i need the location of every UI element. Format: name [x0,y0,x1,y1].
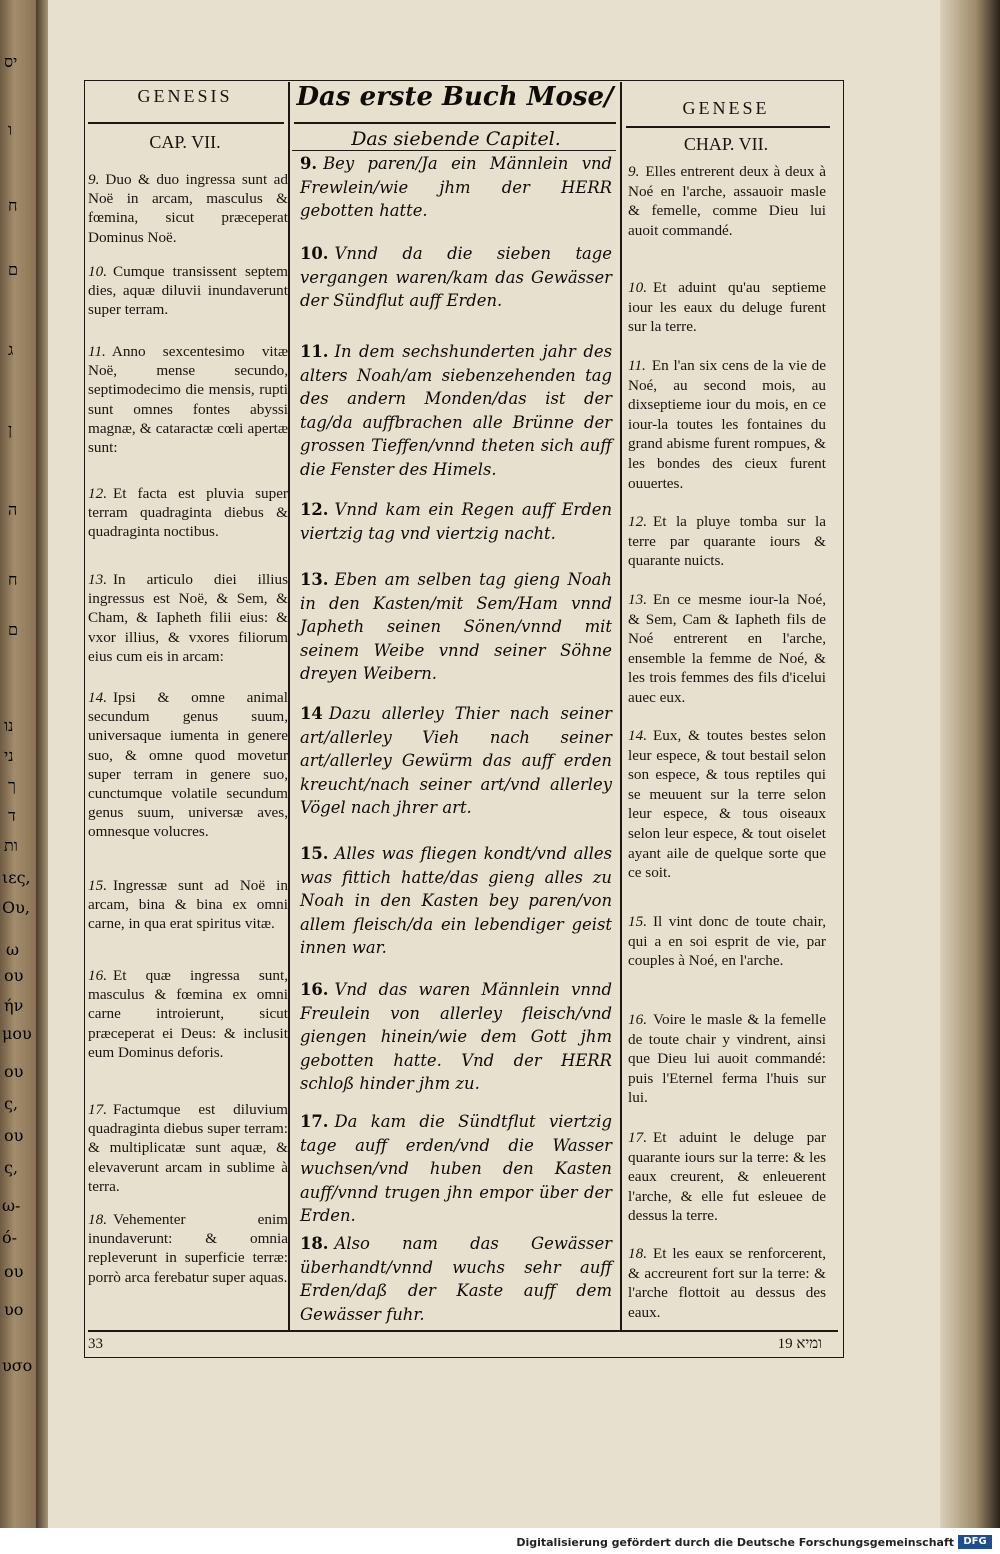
verse-text: Alles was fliegen kondt/vnd alles was fittich hatte/das gieng alles zu Noah in den Kasten bey paren/von allem fleisch/da ein lebendiger geist innen war. [300,844,612,957]
latin-verse [88,876,288,934]
verse-text: Elles entrerent deux à deux à Noé en l'arche, assauoir masle & femelle, comme Dieu lui auoit commandé. [628,163,826,239]
page-number-left: 33 [88,1336,103,1352]
verse-text: Et les eaux se renforcerent, & accreurent fort sur la terre: & l'arche flottoit au dessus des eaux. [628,1245,826,1321]
verse-number: 17. [300,1112,329,1131]
verse-number: 15. [88,877,107,894]
dfg-logo: DFG [958,1535,992,1549]
verse-text: Duo & duo ingressa sunt ad Noë in arcam, masculus & fœmina, sicut præceperat Dominus Noë. [88,171,288,246]
verse-text: Ingressæ sunt ad Noë in arcam, bina & bina ex omni carne, in qua erat spiritus vitæ. [88,877,288,933]
french-verse [628,590,826,708]
header-rule-center [294,122,616,124]
verse-text: Ipsi & omne animal secundum genus suum, universaque iumenta in genere suo, & omne quod movetur super terram in genere suo, cunctumque volatile secundum genus suum, universæ aves, omnesque volucres. [88,689,288,841]
verse-number: 14. [88,689,107,706]
margin-fragment: ς, [4,1094,19,1113]
margin-fragment: ח [8,570,18,589]
verse-text: Cumque transissent septem dies, aquæ diluvii inundaverunt super terram. [88,263,288,319]
margin-fragment: ך [8,776,16,795]
chapter-heading-latin: CAP. VII. [149,132,221,152]
verse-text: Et facta est pluvia super terram quadraginta diebus & quadraginta noctibus. [88,485,288,541]
verse-number: 14. [628,727,647,744]
german-verse [300,568,612,686]
verse-text: Vnnd da die sieben tage vergangen waren/kam das Gewässer der Sündflut auff Erden. [300,244,612,310]
verse-number: 18. [300,1234,329,1253]
verse-text: Dazu allerley Thier nach seiner art/allerley Vieh nach seiner art/allerley Gewürm das auff erden kreucht/nach seiner art/vnd allerley Vögel nach jhrer art. [300,704,612,817]
margin-fragment: ני [4,746,14,765]
german-verse [300,842,612,960]
verse-number: 16. [88,967,107,984]
verse-text: Also nam das Gewässer überhandt/vnnd wuchs sehr auff Erden/daß der Kaste auff dem Gewässer fuhr. [300,1234,612,1324]
verse-number: 12. [88,485,107,502]
margin-fragment: ήν [4,996,24,1015]
chapter-heading-french: CHAP. VII. [683,134,769,154]
verse-text: In articulo diei illius ingressus est Noë, & Sem, & Cham, & Iapheth filii eius: & vxor illius, & vxores filiorum eius cum eis in arcam: [88,571,288,665]
verse-number: 13. [628,591,647,608]
verse-text: Il vint donc de toute chair, qui a en soi esprit de vie, par couples à Noé, en l'arche. [628,913,826,970]
german-verse [300,340,612,481]
verse-number: 12. [628,513,647,530]
margin-fragment: υο [4,1300,24,1319]
french-verse [628,356,826,493]
french-verse [628,912,826,971]
verse-text: Factumque est diluvium quadraginta diebus super terram: & multiplicatæ sunt aquæ, & elevaverunt arcam in sublime à terra. [88,1101,288,1195]
verse-text: Eux, & toutes bestes selon leur espece, & tout bestail selon son espece, & tous reptiles qui se meuuent sur la terre selon leur espece, & tous oiseaux selon leur espece, & tout oiselet ayant aile de quelque sorte que ce soit. [628,727,826,882]
verse-text: Et quæ ingressa sunt, masculus & fœmina ex omni carne introierunt, sicut præceperat ei Deus: & inclusit eum Dominus deforis. [88,967,288,1061]
margin-fragment: ου [4,966,24,985]
verse-text: In dem sechshunderten jahr des alters Noah/am siebenzehenden tag des andern Monden/das ist der tag/da auffbrachen alle Brünne der grossen Tieffen/vnnd theten sich auff die Fenster des Himels. [300,342,612,479]
margin-fragment: ו [8,120,13,139]
french-verse [628,726,826,883]
german-verse [300,152,612,223]
column-divider-right [620,82,622,1332]
verse-number: 11. [628,357,646,374]
latin-verse [88,262,288,320]
verse-number: 18. [628,1245,647,1262]
chapter-heading-german: Das siebende Capitel. [351,128,561,150]
footer-rule [88,1330,838,1332]
verse-number: 17. [628,1129,647,1146]
margin-fragment: ό- [2,1228,18,1247]
verse-number: 10. [300,244,329,263]
margin-fragment: ου [4,1126,24,1145]
margin-fragment: ות [4,836,18,855]
latin-verse [88,342,288,457]
verse-number: 9. [300,154,318,173]
german-verse [300,1110,612,1228]
verse-number: 13. [88,571,107,588]
latin-verse [88,688,288,842]
verse-number: 10. [628,279,647,296]
running-head-german: Das erste Buch Mose/ [296,82,614,112]
verse-text: Anno sexcentesimo vitæ Noë, mense secundo, septimodecimo die mensis, rupti sunt omnes fontes abyssi magnæ, & cataractæ cœli apertæ sunt: [88,343,288,457]
french-verse [628,512,826,571]
verse-text: Et la pluye tomba sur la terre par quarante iours & quarante nuicts. [628,513,826,570]
margin-fragment: ω [6,940,20,959]
verse-number: 15. [628,913,647,930]
margin-fragment: ם [8,620,18,639]
german-verse [300,1232,612,1326]
german-verse [300,702,612,820]
latin-verse [88,1210,288,1287]
verse-text: Bey paren/Ja ein Männlein vnd Frewlein/wie jhm der HERR gebotten hatte. [300,154,612,220]
german-verse [300,242,612,313]
margin-fragment: Ου, [2,898,30,917]
margin-fragment: נו [4,716,14,735]
running-head-french: GENESE [682,98,770,118]
margin-fragment: ου [4,1262,24,1281]
verse-text: Vnnd kam ein Regen auff Erden viertzig tag vnd viertzig nacht. [300,500,612,543]
verse-text: Vehementer enim inundaverunt: & omnia repleverunt in superficie terræ: porrò arca ferebatur super aquas. [88,1211,288,1286]
margin-fragment: ן [8,420,13,439]
verse-text: Et aduint qu'au septieme iour les eaux du deluge furent sur la terre. [628,279,826,336]
french-verse [628,1244,826,1322]
digitization-credit: Digitalisierung gefördert durch die Deutsche Forschungsgemeinschaft [516,1536,954,1549]
margin-fragment: יס [4,52,18,71]
verse-number: 15. [300,844,329,863]
verse-number: 11. [88,343,106,360]
chapter-rule-center [292,150,616,151]
page-edge-shadow [940,0,1000,1554]
verse-number: 10. [88,263,107,280]
verse-text: Vnd das waren Männlein vnnd Freulein von allerley fleisch/vnd giengen hinein/wie dem Gott jhm gebotten hatte. Vnd der HERR schloß hinder jhm zu. [300,980,612,1093]
german-verse [300,978,612,1096]
verse-text: Eben am selben tag gieng Noah in den Kasten/mit Sem/Ham vnnd Japheth seinen Sönen/vnnd mit seinem Weibe vnnd seiner Söhne dreyen Weibern. [300,570,612,683]
verse-text: En l'an six cens de la vie de Noé, au second mois, au dixseptieme iour du mois, en ce iour-la toutes les fontaines du grand abisme furent rompues, & les bondes des cieux furent ouuertes. [628,357,826,492]
margin-fragment: υσο [2,1356,33,1375]
margin-fragment: ד [8,806,16,825]
running-head-latin: GENESIS [137,86,233,106]
french-verse [628,1010,826,1108]
verse-text: Da kam die Sündtflut viertzig tage auff erden/vnd die Wasser wuchsen/vnd huben den Kasten auff/vnnd trugen jhn empor über der Erden. [300,1112,612,1225]
verse-number: 13. [300,570,329,589]
verse-text: En ce mesme iour-la Noé, & Sem, Cam & Iapheth fils de Noé entrerent en l'arche, ensemble la femme de Noé, & les trois femmes des fils d'icelui auec eux. [628,591,826,706]
margin-fragment: ιες, [2,868,31,887]
french-verse [628,1128,826,1226]
verse-number: 17. [88,1101,107,1118]
margin-fragment: ου [4,1062,24,1081]
margin-fragment: ם [8,260,18,279]
latin-verse [88,484,288,542]
column-divider-left [288,82,290,1332]
latin-verse [88,170,288,247]
french-verse [628,278,826,337]
verse-number: 16. [628,1011,647,1028]
verse-number: 14 [300,704,323,723]
latin-verse [88,1100,288,1196]
verse-number: 12. [300,500,329,519]
verse-number: 11. [300,342,329,361]
margin-fragment: ג [8,340,14,359]
page-number-right: ומיא 19 [777,1336,822,1352]
margin-fragment: ה [8,500,18,519]
header-rule-left [88,122,284,124]
verse-number: 9. [88,171,100,188]
header-rule-right [626,126,830,128]
margin-fragment: ח [8,196,18,215]
latin-verse [88,570,288,666]
facing-page-edge [0,0,36,1554]
margin-fragment: μου [2,1024,32,1043]
verse-number: 16. [300,980,329,999]
french-verse [628,162,826,240]
verse-text: Voire le masle & la femelle de toute chair y vindrent, ainsi que Dieu lui auoit commandé: puis l'Eternel ferma l'huis sur lui. [628,1011,826,1107]
margin-fragment: ω- [2,1196,21,1215]
verse-number: 9. [628,163,640,180]
verse-number: 18. [88,1211,107,1228]
verse-text: Et aduint le deluge par quarante iours sur la terre: & les eaux creurent, & enleuerent l'arche, & elle fut esleuee de dessus la terre. [628,1129,826,1225]
latin-verse [88,966,288,1062]
german-verse [300,498,612,545]
margin-fragment: ς, [4,1158,19,1177]
